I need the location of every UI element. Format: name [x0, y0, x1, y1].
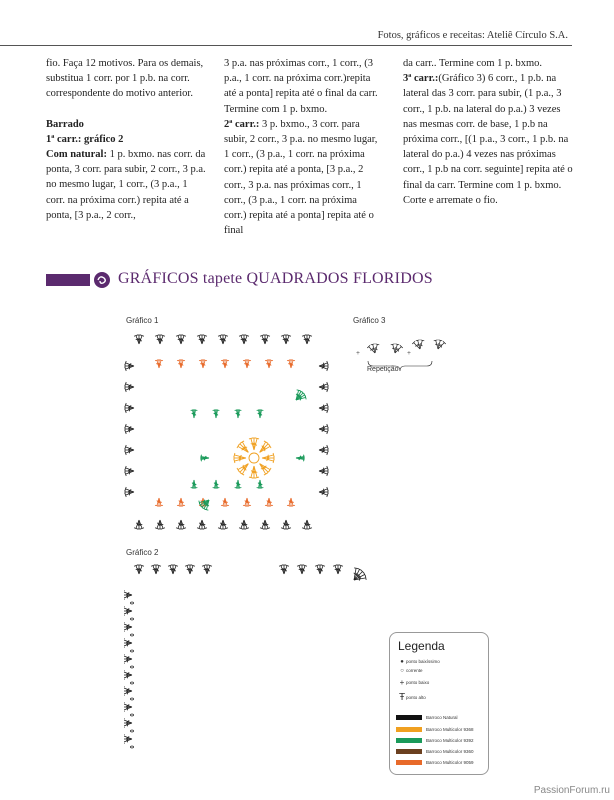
row-label: 1ª carr.: gráfico 2: [46, 133, 124, 145]
color-swatch: [396, 749, 422, 754]
chain-mark: [131, 682, 134, 684]
instruction-text: 3 p. bxmo., 3 corr. para subir, 2 corr., 3 p.a. no mesmo lugar, 1 corr., (3 p.a., 1 corr. na próxima corr.) repita até a ponta, [3 p.a., 2 corr., 3 p.a. nas próximas corr., 1 corr., (3 p.a., 1 corr. na próxima corr.) repita até a ponta] repita até o final: [224, 118, 378, 237]
row-label: 3ª carr.:: [403, 73, 439, 85]
stitch-top: [354, 568, 358, 569]
paragraph: [403, 71, 573, 208]
stitch-top: [234, 453, 235, 457]
row-label: 2ª carr.:: [224, 118, 260, 130]
stitch-top: [371, 344, 375, 345]
paragraph: fio. Faça 12 motivos. Para os demais, substitua 1 corr. por 1 p.b. na corr. correspondente do motivo anterior.: [46, 58, 204, 100]
stitch-top: [181, 360, 185, 361]
chain-mark: [131, 666, 134, 668]
header-rule: [0, 45, 572, 46]
crochet-chart-border: [124, 560, 374, 750]
section-title: GRÁFICOS tapete QUADRADOS FLORIDOS: [118, 270, 433, 287]
center-ring: [249, 453, 259, 463]
slip-stitch-icon: ●: [400, 659, 404, 665]
stitch-top: [391, 344, 395, 345]
instruction-text: 1 p. bxmo. nas corr. da ponta, 3 corr. para subir, 2 corr., 3 p.a. no mesmo lugar, 1 corr., (3 p.a., 1 corr. na próxima corr.) repita até a ponta, [3 p.a., 2 corr.,: [46, 149, 206, 221]
spiral-ornament-icon: [90, 269, 114, 291]
double-crochet-mark: [259, 445, 271, 454]
double-crochet-mark: [237, 445, 249, 454]
double-crochet-mark: [241, 441, 250, 453]
chart-label-grafico-1: Gráfico 1: [126, 316, 159, 325]
stitch-top: [395, 344, 399, 345]
crochet-chart-edging: [350, 333, 465, 383]
crochet-chart-square-motif: [124, 330, 329, 530]
section-bar: [46, 274, 90, 286]
stitch-top: [365, 576, 366, 580]
stitch-top: [434, 340, 438, 341]
credits-text: Fotos, gráficos e receitas: Ateliê Círculo S.A.: [377, 30, 568, 41]
stitch-top: [247, 360, 251, 361]
section-header: [46, 269, 566, 291]
plus-mark: +: [407, 349, 411, 357]
color-swatch: [396, 738, 422, 743]
chain-mark: [131, 714, 134, 716]
stitch-top: [255, 438, 259, 439]
double-crochet-mark: [241, 463, 250, 475]
chain-icon: ○: [400, 668, 404, 674]
stitch-top: [287, 505, 291, 506]
legend-box: Legenda ● ponto baixíssimo ○ corrente + ponto baixo Ŧ ponto alto Barroco Natural Barroco Multicolor 9368 Barroco Multicolor 9392 Barroco Multicolor 9360 Barroco Multicolor 9059: [389, 632, 489, 775]
paragraph: da carr.. Termine com 1 p. bxmo.: [403, 58, 543, 69]
chain-mark: [131, 650, 134, 652]
watermark: PassionForum.ru: [533, 785, 610, 796]
color-swatch: [396, 715, 422, 720]
repeat-label: Repetição: [367, 366, 399, 373]
double-crochet-icon: Ŧ: [398, 692, 406, 703]
double-crochet-mark: [237, 462, 249, 471]
stitch-top: [269, 360, 273, 361]
double-crochet-mark: [259, 462, 271, 471]
paragraph: 3 p.a. nas próximas corr., 1 corr., (3 p.a., 1 corr. na próxima corr.)repita até a ponta] repita até o final da carr. Termine com 1 p. bxmo.: [224, 58, 378, 115]
text-column-2: [224, 56, 382, 238]
double-crochet-mark: [412, 341, 421, 350]
paragraph: [224, 117, 382, 239]
stitch-top: [243, 505, 247, 506]
double-crochet-mark: [258, 463, 267, 475]
chain-mark: [131, 618, 134, 620]
stitch-top: [221, 505, 225, 506]
text-column-1: [46, 56, 206, 223]
plus-mark: +: [356, 349, 360, 357]
stitch-top: [416, 340, 420, 341]
stitch-top: [203, 360, 207, 361]
stitch-top: [249, 477, 253, 478]
color-label: Com natural:: [46, 149, 107, 161]
stitch-top: [305, 395, 306, 399]
chart-label-grafico-3: Gráfico 3: [353, 316, 386, 325]
text-column-3: [403, 56, 573, 208]
single-crochet-icon: +: [399, 678, 405, 687]
double-crochet-mark: [437, 341, 446, 350]
paragraph: [46, 147, 206, 223]
chart-label-grafico-2: Gráfico 2: [126, 548, 159, 557]
double-crochet-mark: [394, 345, 403, 354]
stitch-top: [273, 459, 274, 463]
stitch-top: [420, 340, 424, 341]
double-crochet-mark: [367, 345, 376, 354]
stitch-top: [375, 344, 379, 345]
stitch-top: [159, 360, 163, 361]
chain-mark: [131, 746, 134, 748]
stitch-top: [225, 360, 229, 361]
double-crochet-mark: [258, 441, 267, 453]
chain-mark: [131, 602, 134, 604]
legend-title: Legenda: [398, 639, 445, 653]
chain-mark: [131, 634, 134, 636]
stitch-top: [155, 505, 159, 506]
stitch-top: [177, 505, 181, 506]
chain-mark: [131, 698, 134, 700]
instruction-text: (Gráfico 3) 6 corr., 1 p.b. na lateral das 3 corr. para subir, (1 p.a., 3 corr., 1 p.b. na lateral do p.a.) 3 vezes nas mesmas corr. de base, 1 p.b na próxima corr., [(1 p.a., 3 corr., 1 p.b. na lateral do p.a.) 4 vezes nas próximas corr., 1 p.b na corr. seguinte] repita até o final da carr. Termine com 1 p. bxmo. Corte e arremate o fio.: [403, 73, 573, 206]
section-heading: Barrado: [46, 118, 84, 130]
chain-mark: [131, 730, 134, 732]
stitch-top: [438, 340, 442, 341]
stitch-top: [265, 505, 269, 506]
color-swatch: [396, 727, 422, 732]
stitch-top: [291, 360, 295, 361]
stitch-top: [199, 501, 200, 505]
color-swatch: [396, 760, 422, 765]
